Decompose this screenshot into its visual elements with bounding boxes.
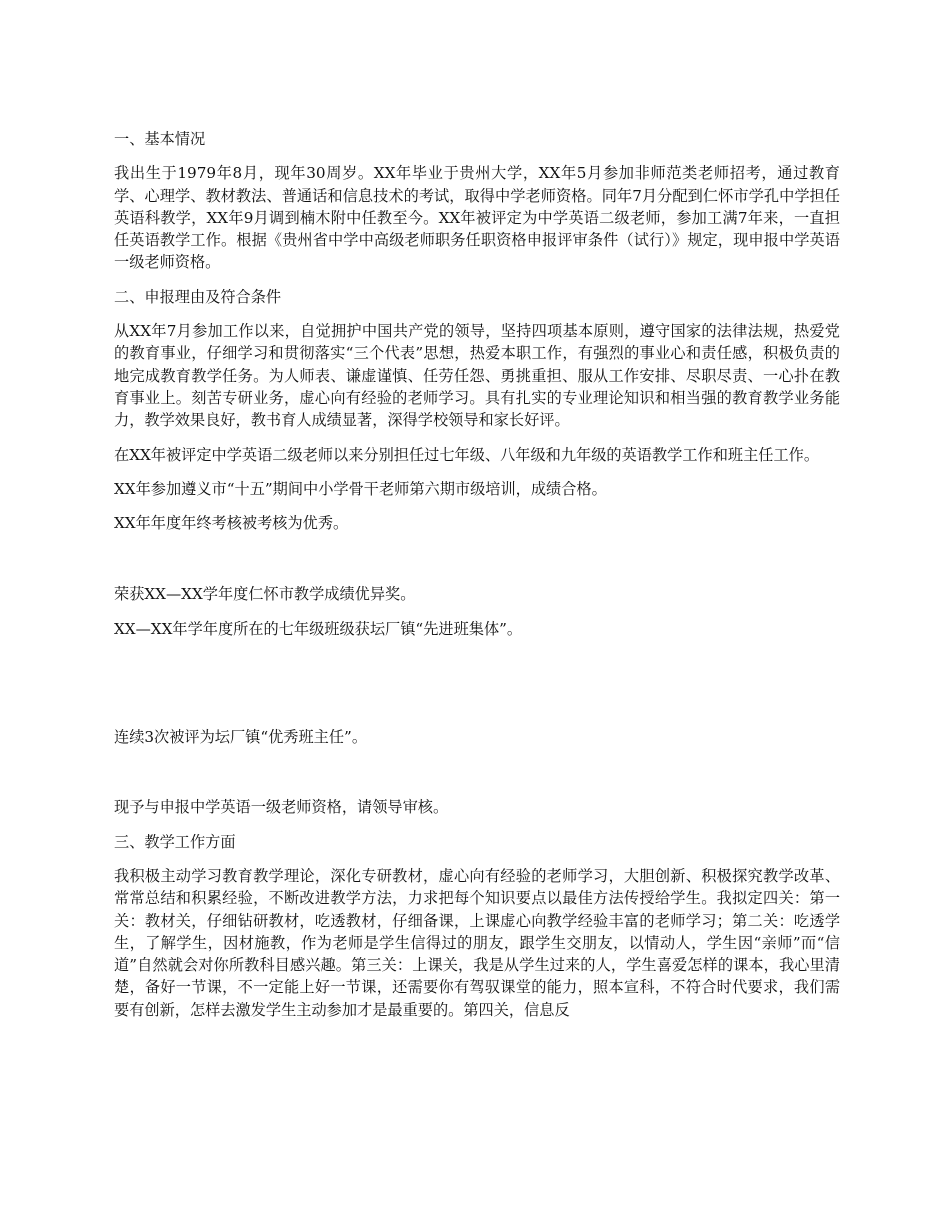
paragraph-award-head-teacher: 连续3次被评为坛厂镇“优秀班主任”。 — [114, 728, 368, 747]
section-heading-teaching-work: 三、教学工作方面 — [114, 832, 236, 851]
paragraph-award-class: XX—XX年学年度所在的七年级班级获坛厂镇“先进班集体”。 — [114, 619, 523, 638]
paragraph-basic-info: 我出生于1979年8月，现年30周岁。XX年毕业于贵州大学，XX年5月参加非师范类老师招考，通过教育学、心理学、教材教法、普通话和信息技术的考试，取得中学老师资格。同年7月分配到仁怀市学孔中学担任英语科教学，XX年9月调到楠木附中任教至今。XX年被评定为中学英语二级老师，参加工满7年来，一直担任英语教学工作。根据《贵州省中学中高级老师职务任职资格申报评审条件（试行）》规定，现申报中学英语一级老师资格。 — [114, 164, 840, 272]
paragraph-annual-review: XX年年度年终考核被考核为优秀。 — [114, 514, 349, 533]
blank-space — [114, 546, 840, 583]
paragraph-teaching-history: 在XX年被评定中学英语二级老师以来分别担任过七年级、八年级和九年级的英语教学工作和班主任工作。 — [114, 445, 820, 464]
blank-space — [114, 652, 840, 726]
section-heading-basic-info: 一、基本情况 — [114, 130, 206, 148]
paragraph-award-teaching: 荣获XX—XX学年度仁怀市教学成绩优异奖。 — [114, 585, 416, 604]
paragraph-application-request: 现予与申报中学英语一级老师资格，请领导审核。 — [114, 798, 449, 817]
paragraph-work-attitude: 从XX年7月参加工作以来，自觉拥护中国共产党的领导，坚持四项基本原则，遵守国家的法律法规，热爱党的教育事业，仔细学习和贯彻落实“三个代表”思想，热爱本职工作，有强烈的事业心和责任感，积极负责的地完成教育教学任务。为人师表、谦虚谨慎、任劳任怨、勇挑重担、服从工作安排、尽职尽责、一心扑在教育事业上。刻苦专研业务，虚心向有经验的老师学习。具有扎实的专业理论知识和相当强的教育教学业务能力，教学效果良好，教书育人成绩显著，深得学校领导和家长好评。 — [114, 322, 840, 430]
blank-space — [114, 760, 840, 796]
paragraph-teaching-methods: 我积极主动学习教育教学理论，深化专研教材，虚心向有经验的老师学习，大胆创新、积极探究教学改革、常常总结和积累经验，不断改进教学方法，力求把每个知识要点以最佳方法传授给学生。我拟定四关：第一关：教材关，仔细钻研教材，吃透教材，仔细备课，上课虚心向教学经验丰富的老师学习；第二关：吃透学生，了解学生，因材施教，作为老师是学生信得过的朋友，跟学生交朋友，以情动人，学生因“亲师”而“信道”自然就会对你所教科目感兴趣。第三关：上课关，我是从学生过来的人，学生喜爱怎样的课本，我心里清楚，备好一节课，不一定能上好一节课，还需要你有驾驭课堂的能力，照本宣科，不符合时代要求，我们需要有创新，怎样去激发学生主动参加才是最重要的。第四关，信息反 — [114, 866, 840, 1019]
paragraph-training: XX年参加遵义市“十五”期间中小学骨干老师第六期市级培训，成绩合格。 — [114, 479, 607, 498]
section-heading-application-reasons: 二、申报理由及符合条件 — [114, 287, 282, 306]
document-body — [114, 128, 840, 1033]
